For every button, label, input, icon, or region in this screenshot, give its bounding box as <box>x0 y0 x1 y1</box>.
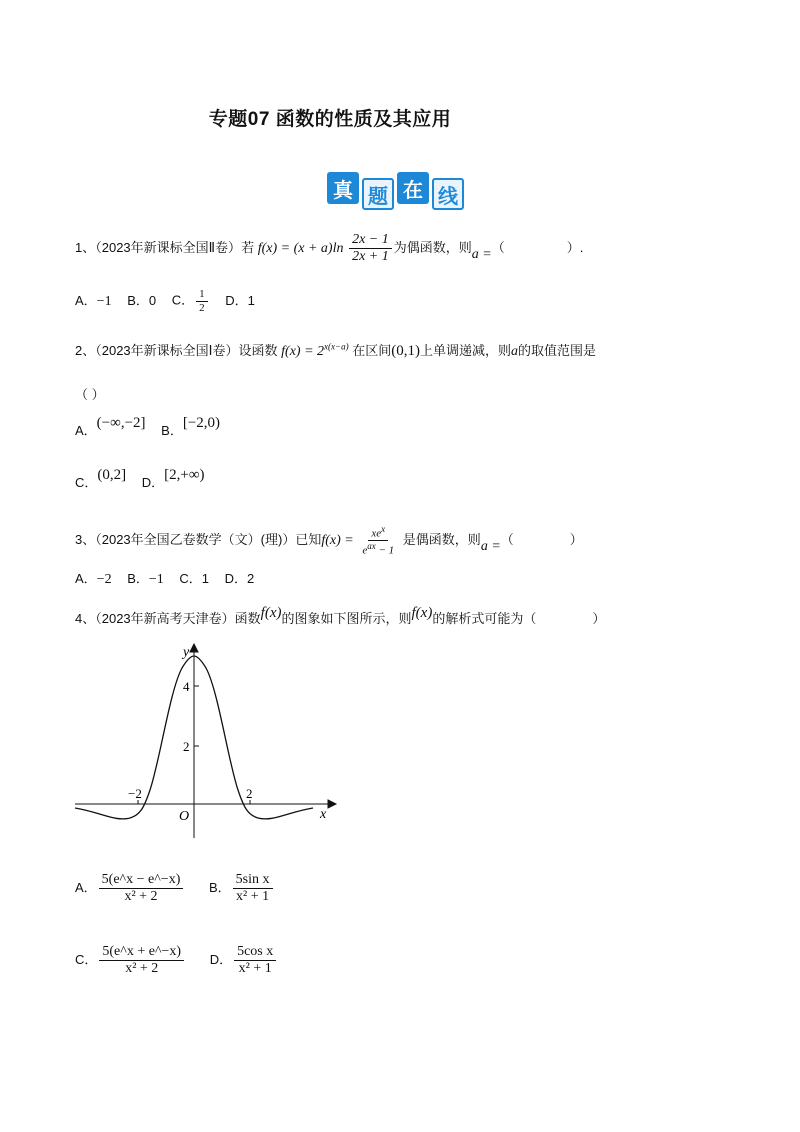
interval: (0,1) <box>391 343 420 359</box>
option-b[interactable] <box>209 872 275 905</box>
question-2 <box>75 340 596 360</box>
option-d[interactable] <box>225 568 255 587</box>
option-b[interactable] <box>127 568 164 588</box>
question-source: （2023年新课标全国Ⅰ卷） <box>95 343 239 358</box>
banner-char: 题 <box>362 178 394 210</box>
question-text: 的图象如下图所示，则 <box>281 611 412 626</box>
x-tick-label: 2 <box>246 786 253 801</box>
function-exponent: x(x−a) <box>324 341 349 352</box>
y-tick-label: 4 <box>183 679 190 694</box>
fraction-numerator: 5(e^x + e^−x) <box>99 944 184 961</box>
fraction-numerator: 2x − 1 <box>349 232 392 249</box>
option-a[interactable] <box>75 415 146 440</box>
fraction-denominator: 2 <box>199 301 205 314</box>
option-value: 0 <box>148 292 157 308</box>
fraction <box>359 524 397 558</box>
option-a[interactable] <box>75 568 112 588</box>
option-label: C． <box>179 571 202 586</box>
question-number: 1、 <box>75 240 96 256</box>
variable-a: a = <box>471 247 492 263</box>
question-text: 在区间 <box>352 343 392 358</box>
option-c[interactable] <box>179 568 209 587</box>
option-c[interactable] <box>75 944 186 977</box>
denominator-tail: − 1 <box>375 544 395 557</box>
denominator-exponent: ax <box>367 541 376 552</box>
question-2-options-row2 <box>75 467 217 492</box>
fraction-numerator <box>368 524 388 541</box>
question-3-options <box>75 568 266 588</box>
question-text: 的解析式可能为（ <box>432 611 537 626</box>
option-label: C． <box>171 292 195 308</box>
variable-a: a <box>510 344 518 359</box>
question-text: 已知 <box>295 532 322 548</box>
fraction-numerator: 5cos x <box>234 944 276 961</box>
function-expression: f(x) = (x + a)ln <box>257 241 344 257</box>
option-label: C． <box>75 475 98 490</box>
question-1 <box>75 232 583 265</box>
answer-paren: ）. <box>566 240 584 256</box>
option-value: −2 <box>96 572 112 587</box>
fraction-numerator: 5sin x <box>233 872 273 889</box>
option-label: D． <box>141 475 165 490</box>
question-text: 的取值范围是 <box>517 343 596 358</box>
option-value: 2 <box>247 571 255 586</box>
answer-paren: （ <box>491 240 505 256</box>
question-3 <box>75 524 583 558</box>
option-label: D． <box>209 952 233 968</box>
question-2-options-row1 <box>75 415 232 440</box>
question-text: 上单调递减，则 <box>419 343 511 358</box>
question-text: 函数 <box>234 611 261 626</box>
question-text: 设函数 <box>238 343 278 358</box>
question-source: （2023年新高考天津卷） <box>95 611 235 626</box>
option-c[interactable] <box>75 467 127 492</box>
question-text: 是偶函数，则 <box>402 532 481 548</box>
question-source: （2023年新课标全国Ⅱ卷） <box>95 240 242 256</box>
option-value: 1 <box>247 292 255 308</box>
function-graph <box>70 640 340 840</box>
option-value <box>99 944 184 977</box>
question-number: 2、 <box>75 343 96 358</box>
option-label: B． <box>161 423 183 438</box>
option-c[interactable] <box>172 288 210 314</box>
option-value: 1 <box>201 571 210 586</box>
function-expression: f(x) = <box>321 533 354 549</box>
question-2-paren: （ ） <box>75 387 105 402</box>
option-value <box>233 872 273 905</box>
fraction-denominator: x² + 2 <box>124 889 158 905</box>
answer-paren: （ <box>500 532 514 548</box>
option-d[interactable] <box>210 944 279 977</box>
fraction-denominator <box>359 541 397 557</box>
option-label: B． <box>208 880 231 896</box>
option-label: A． <box>75 292 97 308</box>
option-value: (0,2] <box>97 467 127 483</box>
numerator-exponent: x <box>381 524 386 534</box>
variable-a: a = <box>480 539 501 555</box>
option-label: D． <box>225 292 248 308</box>
answer-paren: ） <box>569 532 583 548</box>
function-expression <box>281 341 349 359</box>
question-source: （2023年全国乙卷数学（文）(理)） <box>95 532 296 548</box>
option-value <box>196 288 208 314</box>
x-axis-arrow-icon <box>328 800 336 808</box>
question-number: 3、 <box>75 532 96 548</box>
option-label: C． <box>75 952 98 968</box>
x-axis-label: x <box>320 807 327 822</box>
option-label: B． <box>127 571 149 586</box>
banner-char: 线 <box>432 178 464 210</box>
option-value: −1 <box>148 572 164 587</box>
banner-char: 在 <box>397 172 429 204</box>
question-4-options-row1 <box>75 872 287 905</box>
option-value <box>234 944 276 977</box>
option-label: A． <box>75 571 97 586</box>
section-banner <box>327 172 464 210</box>
numerator-base: xe <box>371 527 382 540</box>
fraction-numerator: 5(e^x − e^−x) <box>99 872 184 889</box>
banner-char: 真 <box>327 172 359 204</box>
option-label: A． <box>75 423 97 438</box>
fraction-denominator: x² + 1 <box>236 889 270 905</box>
y-tick-label: 2 <box>183 739 190 754</box>
origin-label: O <box>179 809 190 824</box>
y-axis-arrow-icon <box>190 644 198 652</box>
fraction-denominator: 2x + 1 <box>352 249 389 265</box>
option-label: D． <box>224 571 248 586</box>
fraction-denominator: x² + 1 <box>238 961 272 977</box>
option-value: [−2,0) <box>182 415 221 431</box>
y-axis-label: y <box>183 645 190 660</box>
option-value: [2,+∞) <box>164 467 205 483</box>
question-4 <box>75 605 606 628</box>
fraction-denominator: x² + 2 <box>125 961 159 977</box>
question-1-options <box>75 288 267 314</box>
x-tick-label: −2 <box>128 786 142 801</box>
option-d[interactable] <box>225 290 255 309</box>
option-value <box>99 872 184 905</box>
option-value: (−∞,−2] <box>96 415 146 431</box>
option-a[interactable] <box>75 872 185 905</box>
option-label: A． <box>75 880 97 896</box>
page-title: 专题07 函数的性质及其应用 <box>208 109 452 130</box>
option-b[interactable] <box>127 290 156 309</box>
answer-paren: ） <box>592 611 606 626</box>
function-expression: f(x) <box>260 605 282 621</box>
fraction <box>349 232 392 265</box>
question-number: 4、 <box>75 611 96 626</box>
question-text: 若 <box>241 240 255 256</box>
option-d[interactable] <box>141 467 205 492</box>
option-b[interactable] <box>161 415 221 440</box>
option-a[interactable] <box>75 290 112 310</box>
question-4-options-row2 <box>75 944 290 977</box>
fraction-numerator: 1 <box>196 288 208 302</box>
option-value: −1 <box>96 293 112 309</box>
option-label: B． <box>127 292 149 308</box>
function-expression: f(x) <box>411 605 433 621</box>
question-text: 为偶函数，则 <box>393 240 472 256</box>
denominator-base: e <box>362 544 368 557</box>
function-base: f(x) = 2 <box>281 344 325 359</box>
